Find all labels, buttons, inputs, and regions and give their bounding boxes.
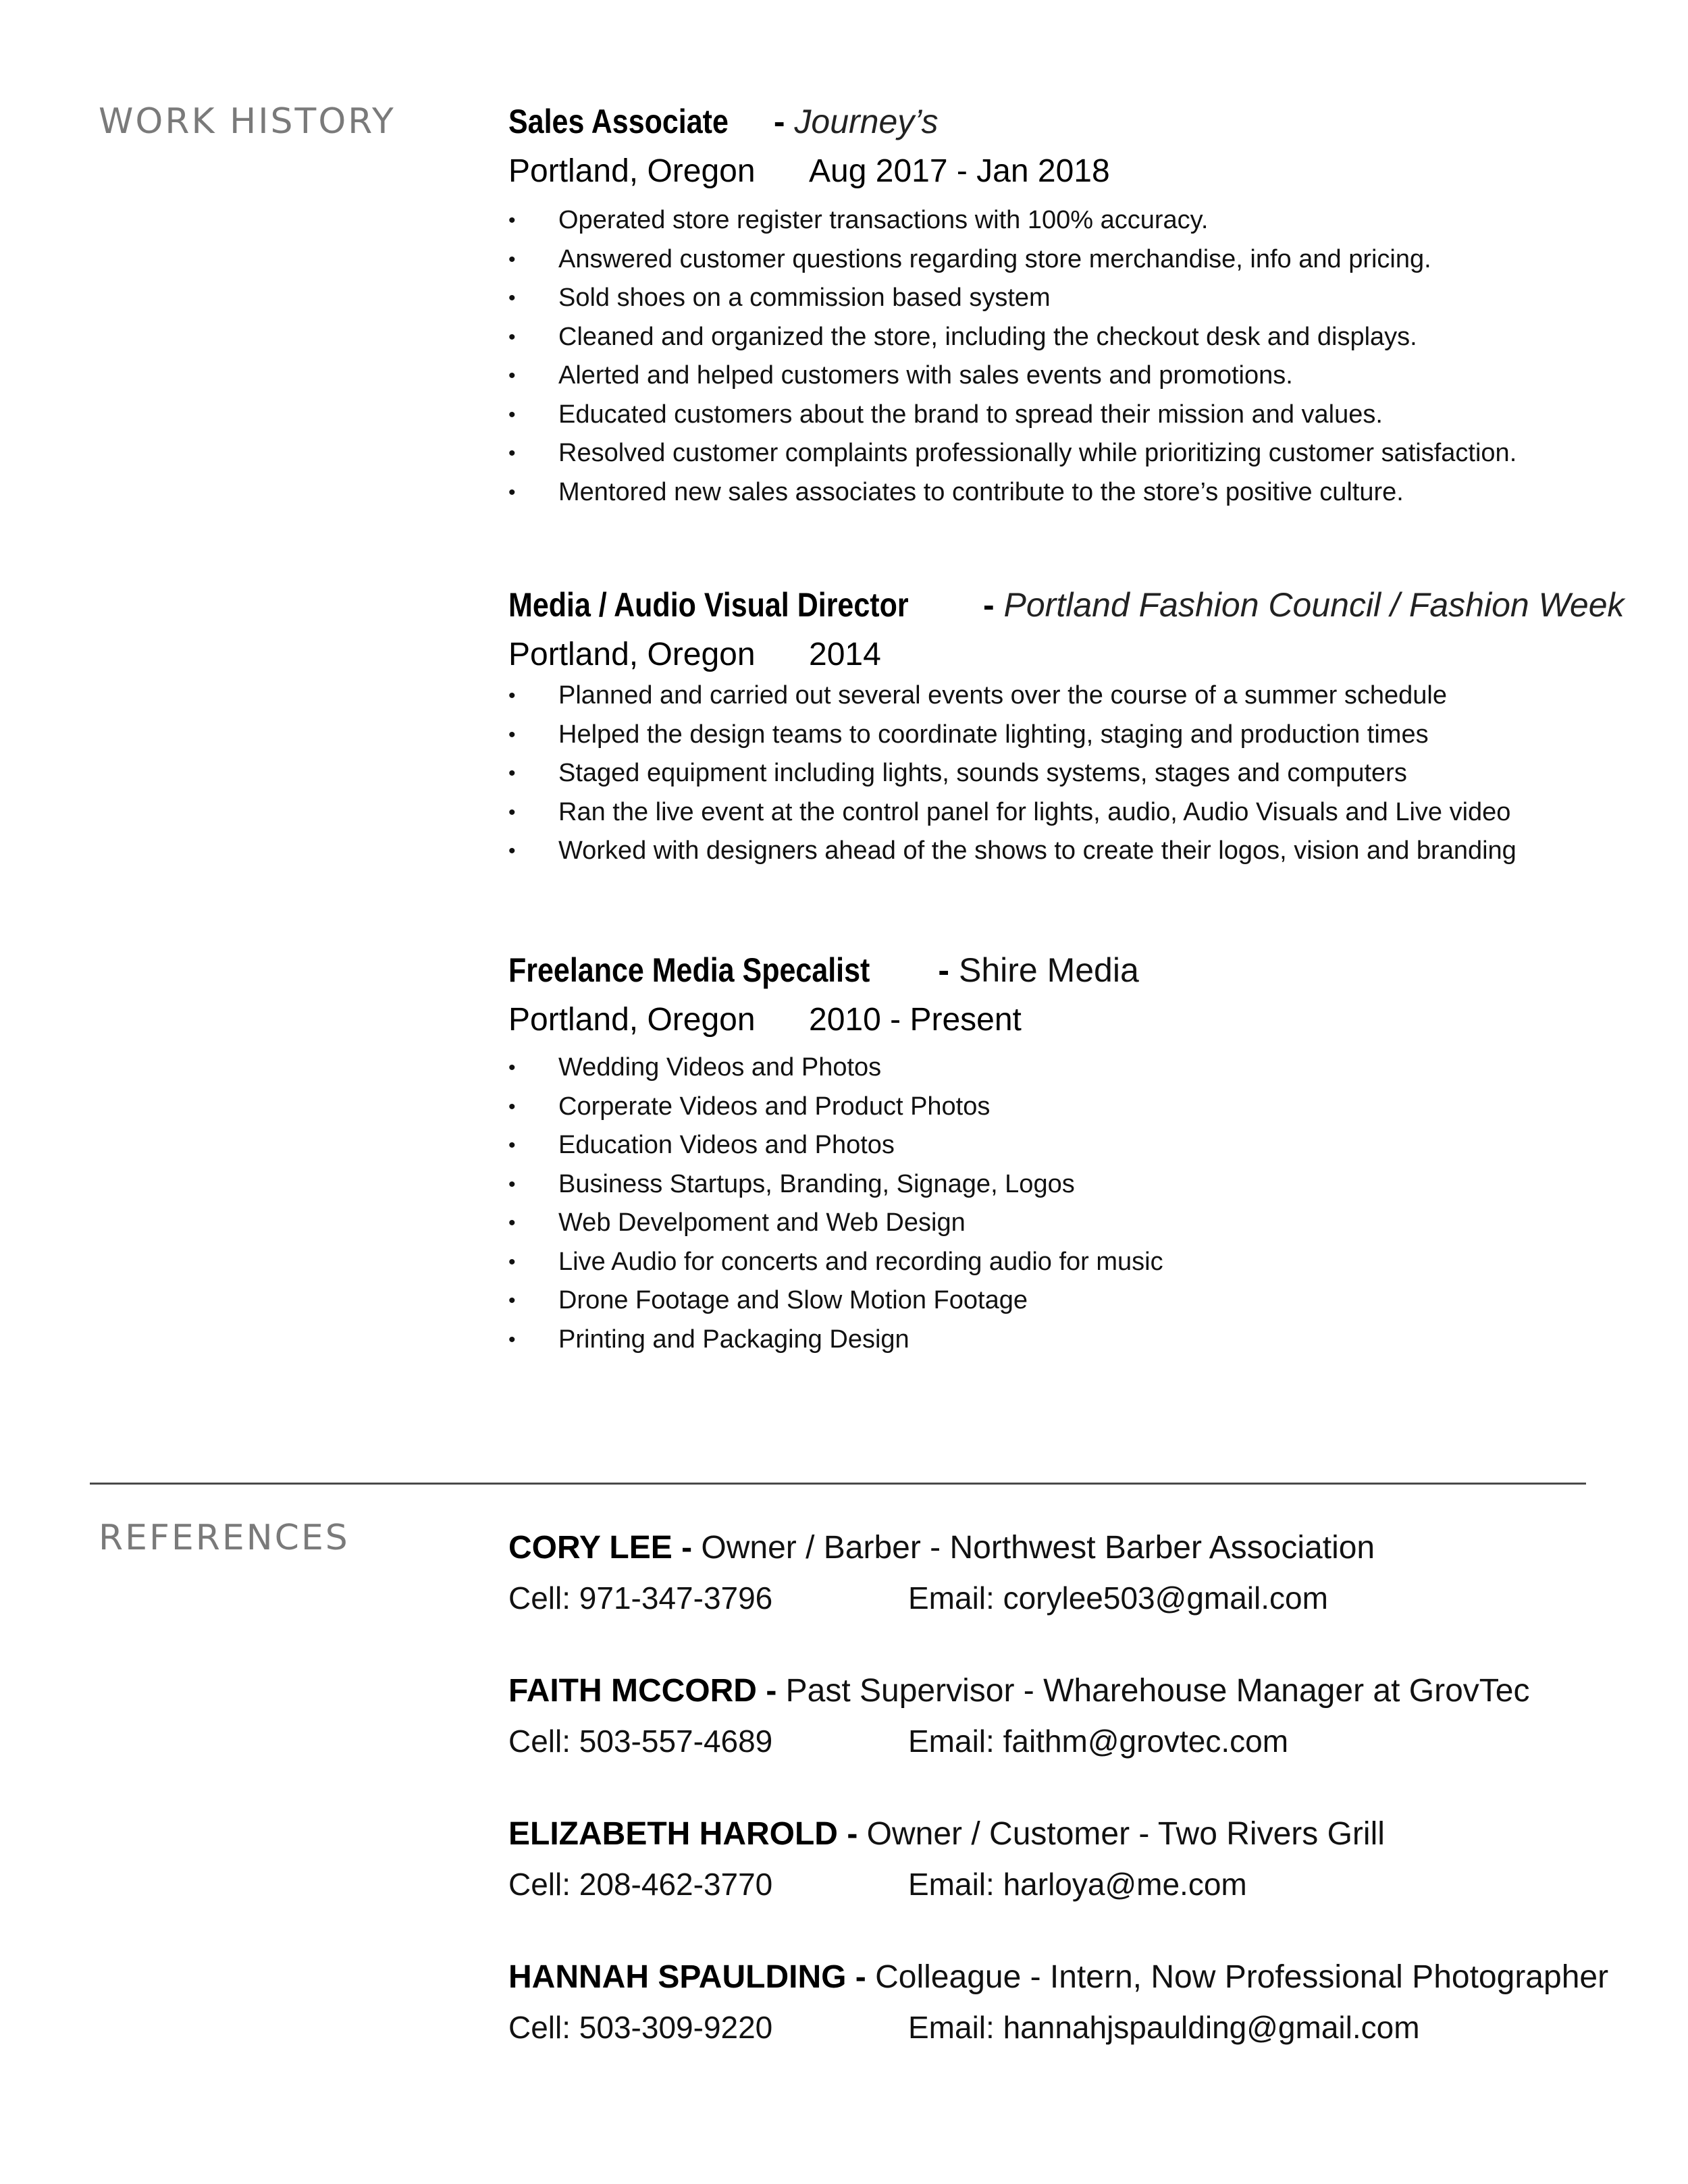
reference-entry	[508, 1956, 1609, 2048]
job-header	[508, 101, 1602, 142]
reference-role: Owner / Customer - Two Rivers Grill	[866, 1816, 1385, 1852]
duty-text: Corperate Videos and Product Photos	[558, 1092, 991, 1121]
reference-header	[508, 1956, 1609, 1998]
bullet-icon: •	[508, 723, 516, 746]
list-item	[508, 434, 1602, 473]
job-separator: -	[773, 103, 785, 140]
reference-role: Colleague - Intern, Now Professional Photographer	[875, 1959, 1609, 1995]
duty-text: Printing and Packaging Design	[558, 1325, 909, 1354]
job-title: Freelance Media Specalist	[508, 951, 870, 989]
list-item	[508, 318, 1602, 357]
reference-header	[508, 1670, 1602, 1712]
job-title: Media / Audio Visual Director	[508, 586, 909, 624]
bullet-icon: •	[508, 365, 516, 387]
job-entry-media-director	[508, 585, 1625, 871]
job-dates: 2014	[809, 637, 881, 672]
job-duties-list	[508, 1048, 1602, 1359]
list-item	[508, 716, 1602, 755]
list-item	[508, 1088, 1602, 1127]
bullet-icon: •	[508, 801, 516, 824]
duty-text: Wedding Videos and Photos	[558, 1053, 882, 1082]
duty-text: Education Videos and Photos	[558, 1131, 895, 1159]
reference-phone: Cell: 503-309-9220	[508, 2010, 773, 2045]
list-item	[508, 754, 1602, 793]
duty-text: Answered customer questions regarding store merchandise, info and pricing.	[558, 244, 1431, 273]
reference-header	[508, 1527, 1602, 1569]
job-location: Portland, Oregon	[508, 153, 756, 189]
reference-phone: Cell: 971-347-3796	[508, 1580, 773, 1616]
reference-contact	[508, 1863, 1602, 1905]
reference-header	[508, 1813, 1602, 1855]
list-item	[508, 1243, 1602, 1282]
bullet-icon: •	[508, 1250, 516, 1273]
list-item	[508, 1204, 1602, 1243]
bullet-icon: •	[508, 1328, 516, 1351]
bullet-icon: •	[508, 209, 516, 232]
job-separator: -	[982, 586, 995, 624]
list-item	[508, 793, 1602, 832]
bullet-icon: •	[508, 442, 516, 464]
job-meta	[508, 635, 1602, 675]
reference-phone: Cell: 208-462-3770	[508, 1867, 773, 1902]
job-company: Portland Fashion Council / Fashion Week	[1003, 586, 1625, 624]
list-item	[508, 1321, 1602, 1360]
bullet-icon: •	[508, 403, 516, 426]
reference-separator: -	[847, 1816, 858, 1852]
job-location: Portland, Oregon	[508, 1002, 756, 1038]
references-heading: REFERENCES	[99, 1518, 350, 1558]
bullet-icon: •	[508, 1212, 516, 1234]
reference-separator: -	[681, 1530, 693, 1566]
bullet-icon: •	[508, 481, 516, 504]
bullet-icon: •	[508, 762, 516, 784]
job-meta	[508, 151, 1602, 192]
list-item	[508, 1126, 1602, 1165]
bullet-icon: •	[508, 1095, 516, 1118]
list-item	[508, 676, 1602, 716]
duty-text: Drone Footage and Slow Motion Footage	[558, 1286, 1028, 1314]
list-item	[508, 240, 1602, 279]
job-duties-list	[508, 201, 1602, 512]
bullet-icon: •	[508, 248, 516, 271]
bullet-icon: •	[508, 1289, 516, 1312]
list-item	[508, 201, 1602, 240]
reference-email: Email: harloya@me.com	[908, 1867, 1247, 1902]
bullet-icon: •	[508, 840, 516, 862]
bullet-icon: •	[508, 1173, 516, 1196]
duty-text: Live Audio for concerts and recording audio for music	[558, 1247, 1163, 1276]
duty-text: Business Startups, Branding, Signage, Logos	[558, 1169, 1075, 1198]
reference-email: Email: hannahjspaulding@gmail.com	[908, 2010, 1420, 2045]
job-company: Shire Media	[958, 951, 1139, 989]
list-item	[508, 356, 1602, 396]
bullet-icon: •	[508, 287, 516, 309]
section-divider	[90, 1483, 1586, 1485]
bullet-icon: •	[508, 1134, 516, 1156]
list-item	[508, 832, 1602, 871]
reference-email: Email: corylee503@gmail.com	[908, 1580, 1328, 1616]
reference-name: HANNAH SPAULDING	[508, 1959, 847, 1995]
reference-phone: Cell: 503-557-4689	[508, 1724, 773, 1759]
duty-text: Helped the design teams to coordinate lighting, staging and production times	[558, 720, 1429, 749]
reference-email: Email: faithm@grovtec.com	[908, 1724, 1289, 1759]
bullet-icon: •	[508, 325, 516, 348]
reference-role: Owner / Barber - Northwest Barber Association	[701, 1530, 1375, 1566]
duty-text: Resolved customer complaints professionally while prioritizing customer satisfaction.	[558, 439, 1517, 467]
duty-text: Alerted and helped customers with sales events and promotions.	[558, 361, 1293, 390]
duty-text: Mentored new sales associates to contribute to the store’s positive culture.	[558, 477, 1404, 506]
reference-separator: -	[855, 1959, 866, 1995]
reference-name: ELIZABETH HAROLD	[508, 1816, 838, 1852]
job-entry-freelance	[508, 950, 1602, 1359]
duty-text: Staged equipment including lights, sounds systems, stages and computers	[558, 759, 1407, 787]
reference-role: Past Supervisor - Wharehouse Manager at GrovTec	[785, 1673, 1530, 1709]
reference-entry	[508, 1527, 1602, 1619]
job-header	[508, 585, 1625, 625]
bullet-icon: •	[508, 1057, 516, 1079]
job-dates: Aug 2017 - Jan 2018	[809, 153, 1110, 189]
job-location: Portland, Oregon	[508, 637, 756, 672]
job-meta	[508, 1000, 1602, 1040]
reference-name: FAITH MCCORD	[508, 1673, 757, 1709]
list-item	[508, 396, 1602, 435]
reference-contact	[508, 1577, 1602, 1619]
duty-text: Cleaned and organized the store, including the checkout desk and displays.	[558, 322, 1417, 351]
list-item	[508, 1165, 1602, 1204]
list-item	[508, 473, 1602, 512]
duty-text: Operated store register transactions with 100% accuracy.	[558, 206, 1209, 234]
duty-text: Web Develpoment and Web Design	[558, 1208, 966, 1237]
duty-text: Ran the live event at the control panel for lights, audio, Audio Visuals and Live video	[558, 797, 1511, 826]
reference-entry	[508, 1670, 1602, 1762]
job-separator: -	[938, 951, 950, 989]
list-item	[508, 1281, 1602, 1321]
list-item	[508, 1048, 1602, 1088]
reference-separator: -	[766, 1673, 777, 1709]
job-header	[508, 950, 1602, 990]
reference-entry	[508, 1813, 1602, 1905]
job-title: Sales Associate	[508, 103, 729, 140]
job-duties-list	[508, 676, 1602, 871]
job-entry-sales-associate	[508, 101, 1602, 512]
reference-contact	[508, 2006, 1602, 2048]
work-history-heading: WORK HISTORY	[99, 101, 396, 142]
duty-text: Planned and carried out several events over the course of a summer schedule	[558, 681, 1447, 710]
job-dates: 2010 - Present	[809, 1002, 1022, 1038]
job-company: Journey’s	[794, 103, 939, 140]
duty-text: Educated customers about the brand to spread their mission and values.	[558, 400, 1383, 429]
reference-name: CORY LEE	[508, 1530, 672, 1566]
bullet-icon: •	[508, 685, 516, 707]
duty-text: Worked with designers ahead of the shows to create their logos, vision and branding	[558, 836, 1516, 865]
reference-contact	[508, 1720, 1602, 1762]
list-item	[508, 279, 1602, 318]
duty-text: Sold shoes on a commission based system	[558, 284, 1051, 312]
